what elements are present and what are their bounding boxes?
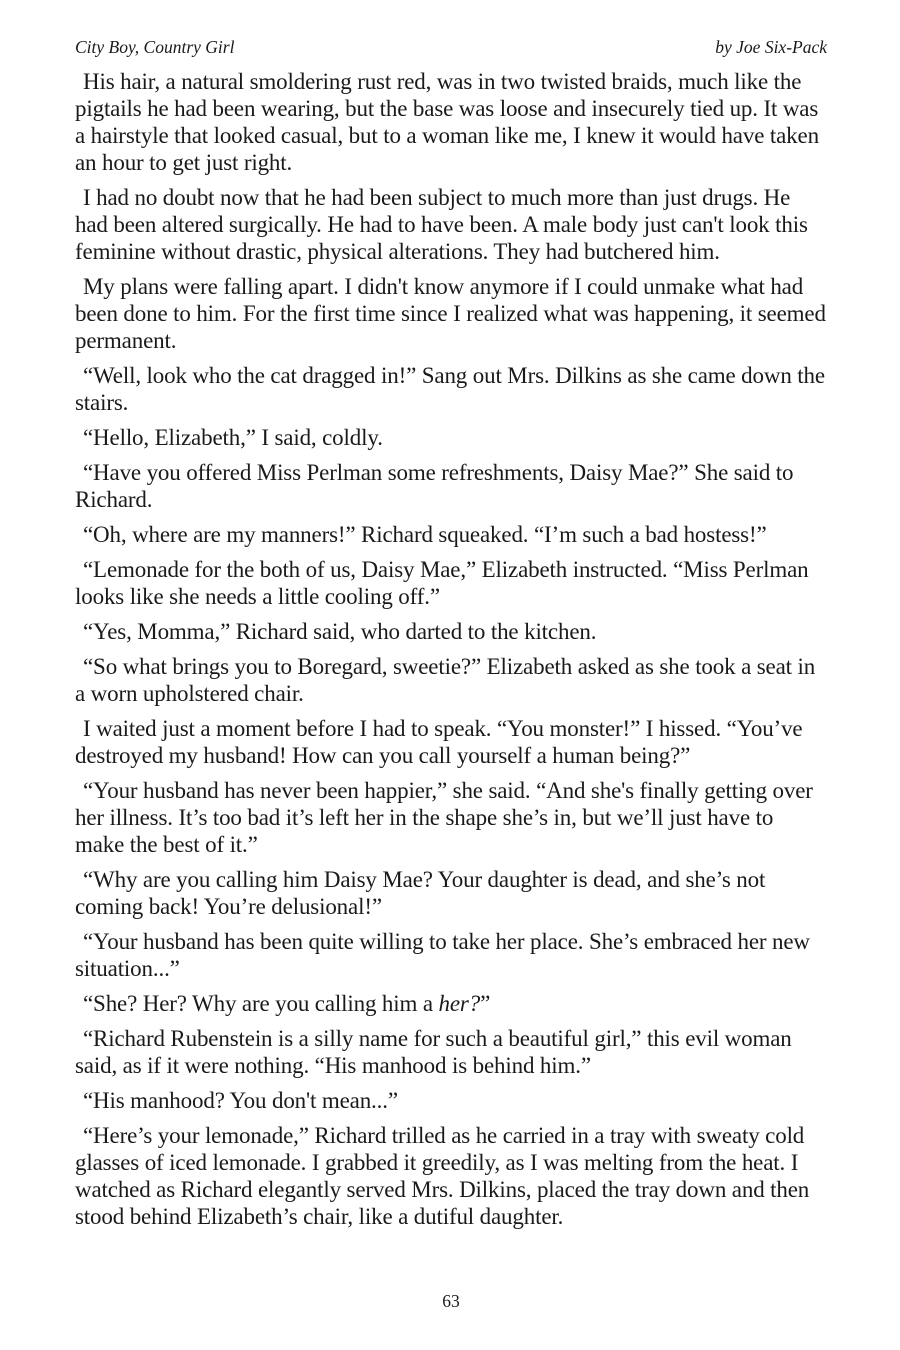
paragraph: “Your husband has never been happier,” she said. “And she's finally getting over her illness. It’s too bad it’s left her in the shape she’s in, but we’ll just have to make the best of it.” bbox=[75, 778, 813, 857]
author-byline: by Joe Six-Pack bbox=[715, 37, 827, 57]
paragraph: “So what brings you to Boregard, sweetie?” Elizabeth asked as she took a seat in a worn upholstered chair. bbox=[75, 654, 816, 706]
running-header bbox=[75, 36, 827, 60]
paragraph: I had no doubt now that he had been subject to much more than just drugs. He had been altered surgically. He had to have been. A male body just can't look this feminine without drastic, physical alterations. They had butchered him. bbox=[75, 185, 808, 264]
paragraph: “His manhood? You don't mean...” bbox=[83, 1088, 398, 1113]
paragraph: “Your husband has been quite willing to take her place. She’s embraced her new situation...” bbox=[75, 929, 810, 981]
page-number: 63 bbox=[442, 1291, 460, 1311]
paragraph: “Well, look who the cat dragged in!” Sang out Mrs. Dilkins as she came down the stairs. bbox=[75, 363, 825, 415]
paragraph: I waited just a moment before I had to speak. “You monster!” I hissed. “You’ve destroyed my husband! How can you call yourself a human being?” bbox=[75, 716, 803, 768]
paragraph-text: ” bbox=[480, 991, 491, 1016]
paragraph-text: “She? Her? Why are you calling him a bbox=[83, 991, 439, 1016]
chapter-body bbox=[75, 68, 827, 1230]
paragraph: “Hello, Elizabeth,” I said, coldly. bbox=[83, 425, 383, 450]
book-page bbox=[75, 36, 827, 1336]
paragraph: His hair, a natural smoldering rust red, was in two twisted braids, much like the pigtails he had been wearing, but the base was loose and insecurely tied up. It was a hairstyle that looked casual, but to a woman like me, I knew it would have taken an hour to get just right. bbox=[75, 69, 819, 175]
paragraph: “Lemonade for the both of us, Daisy Mae,” Elizabeth instructed. “Miss Perlman looks like she needs a little cooling off.” bbox=[75, 557, 809, 609]
paragraph: “Why are you calling him Daisy Mae? Your daughter is dead, and she’s not coming back! You’re delusional!” bbox=[75, 867, 766, 919]
emphasized-text: her? bbox=[438, 991, 481, 1016]
paragraph: “Oh, where are my manners!” Richard squeaked. “I’m such a bad hostess!” bbox=[83, 522, 767, 547]
paragraph: “Yes, Momma,” Richard said, who darted to the kitchen. bbox=[83, 619, 597, 644]
paragraph bbox=[75, 990, 827, 1017]
paragraph: “Richard Rubenstein is a silly name for such a beautiful girl,” this evil woman said, as if it were nothing. “His manhood is behind him.” bbox=[75, 1026, 792, 1078]
paragraph: “Have you offered Miss Perlman some refreshments, Daisy Mae?” She said to Richard. bbox=[75, 460, 794, 512]
paragraph: My plans were falling apart. I didn't know anymore if I could unmake what had been done to him. For the first time since I realized what was happening, it seemed permanent. bbox=[75, 274, 826, 353]
paragraph: “Here’s your lemonade,” Richard trilled as he carried in a tray with sweaty cold glasses of iced lemonade. I grabbed it greedily, as I was melting from the heat. I watched as Richard elegantly served Mrs. Dilkins, placed the tray down and then stood behind Elizabeth’s chair, like a dutiful daughter. bbox=[75, 1123, 810, 1229]
book-title: City Boy, Country Girl bbox=[75, 37, 235, 57]
